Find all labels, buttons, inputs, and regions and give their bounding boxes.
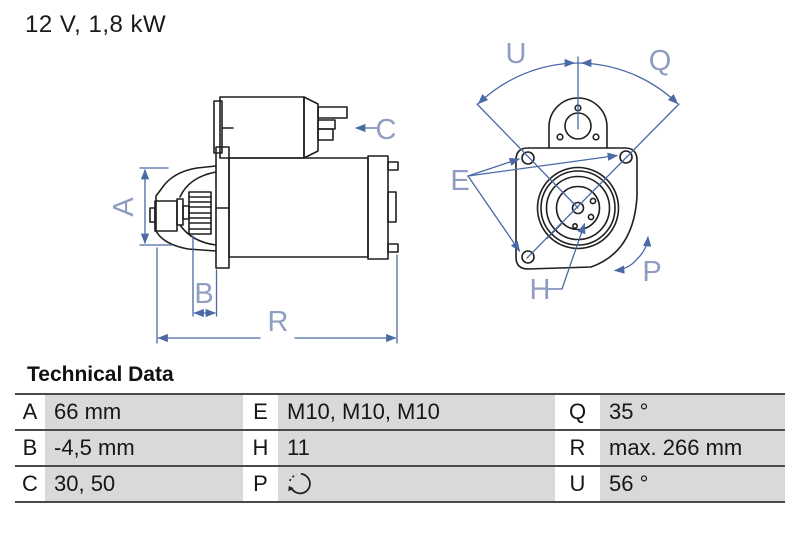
spec-key-b: B [15, 431, 45, 465]
label-E: E [450, 165, 470, 197]
rotation-direction-icon [287, 471, 313, 497]
spec-value-a: 66 mm [45, 395, 243, 429]
technical-data-table [15, 393, 785, 503]
motor-body-outline [229, 156, 398, 259]
spec-value-q: 35 ° [600, 395, 785, 429]
spec-key-u: U [555, 467, 600, 501]
spec-key-c: C [15, 467, 45, 501]
spec-value-b: -4,5 mm [45, 431, 243, 465]
front-view-drawing [516, 98, 637, 269]
label-B: B [194, 278, 214, 310]
label-R: R [267, 306, 289, 338]
page-title: 12 V, 1,8 kW [25, 11, 167, 38]
label-H: H [529, 274, 551, 306]
spec-key-a: A [15, 395, 45, 429]
spec-value-u: 56 ° [600, 467, 785, 501]
spec-value-c: 30, 50 [45, 467, 243, 501]
flange-plate-outline [216, 147, 229, 268]
solenoid-outline [214, 97, 347, 158]
side-view-drawing [150, 97, 398, 268]
label-Q: Q [648, 45, 672, 77]
spec-value-h: 11 [278, 431, 555, 465]
spec-key-e: E [243, 395, 278, 429]
spec-value-p [278, 467, 555, 501]
spec-key-r: R [555, 431, 600, 465]
label-C: C [375, 114, 397, 146]
spec-value-r: max. 266 mm [600, 431, 785, 465]
table-row [15, 431, 785, 467]
table-row [15, 467, 785, 503]
table-row [15, 395, 785, 431]
spec-key-h: H [243, 431, 278, 465]
label-U: U [505, 38, 527, 70]
spec-key-q: Q [555, 395, 600, 429]
label-A: A [108, 197, 140, 217]
drive-end-outline [150, 166, 216, 251]
mounting-hole-top-left [522, 152, 534, 164]
spec-key-p: P [243, 467, 278, 501]
section-heading: Technical Data [27, 363, 174, 386]
spec-value-e: M10, M10, M10 [278, 395, 555, 429]
label-P: P [642, 256, 662, 288]
